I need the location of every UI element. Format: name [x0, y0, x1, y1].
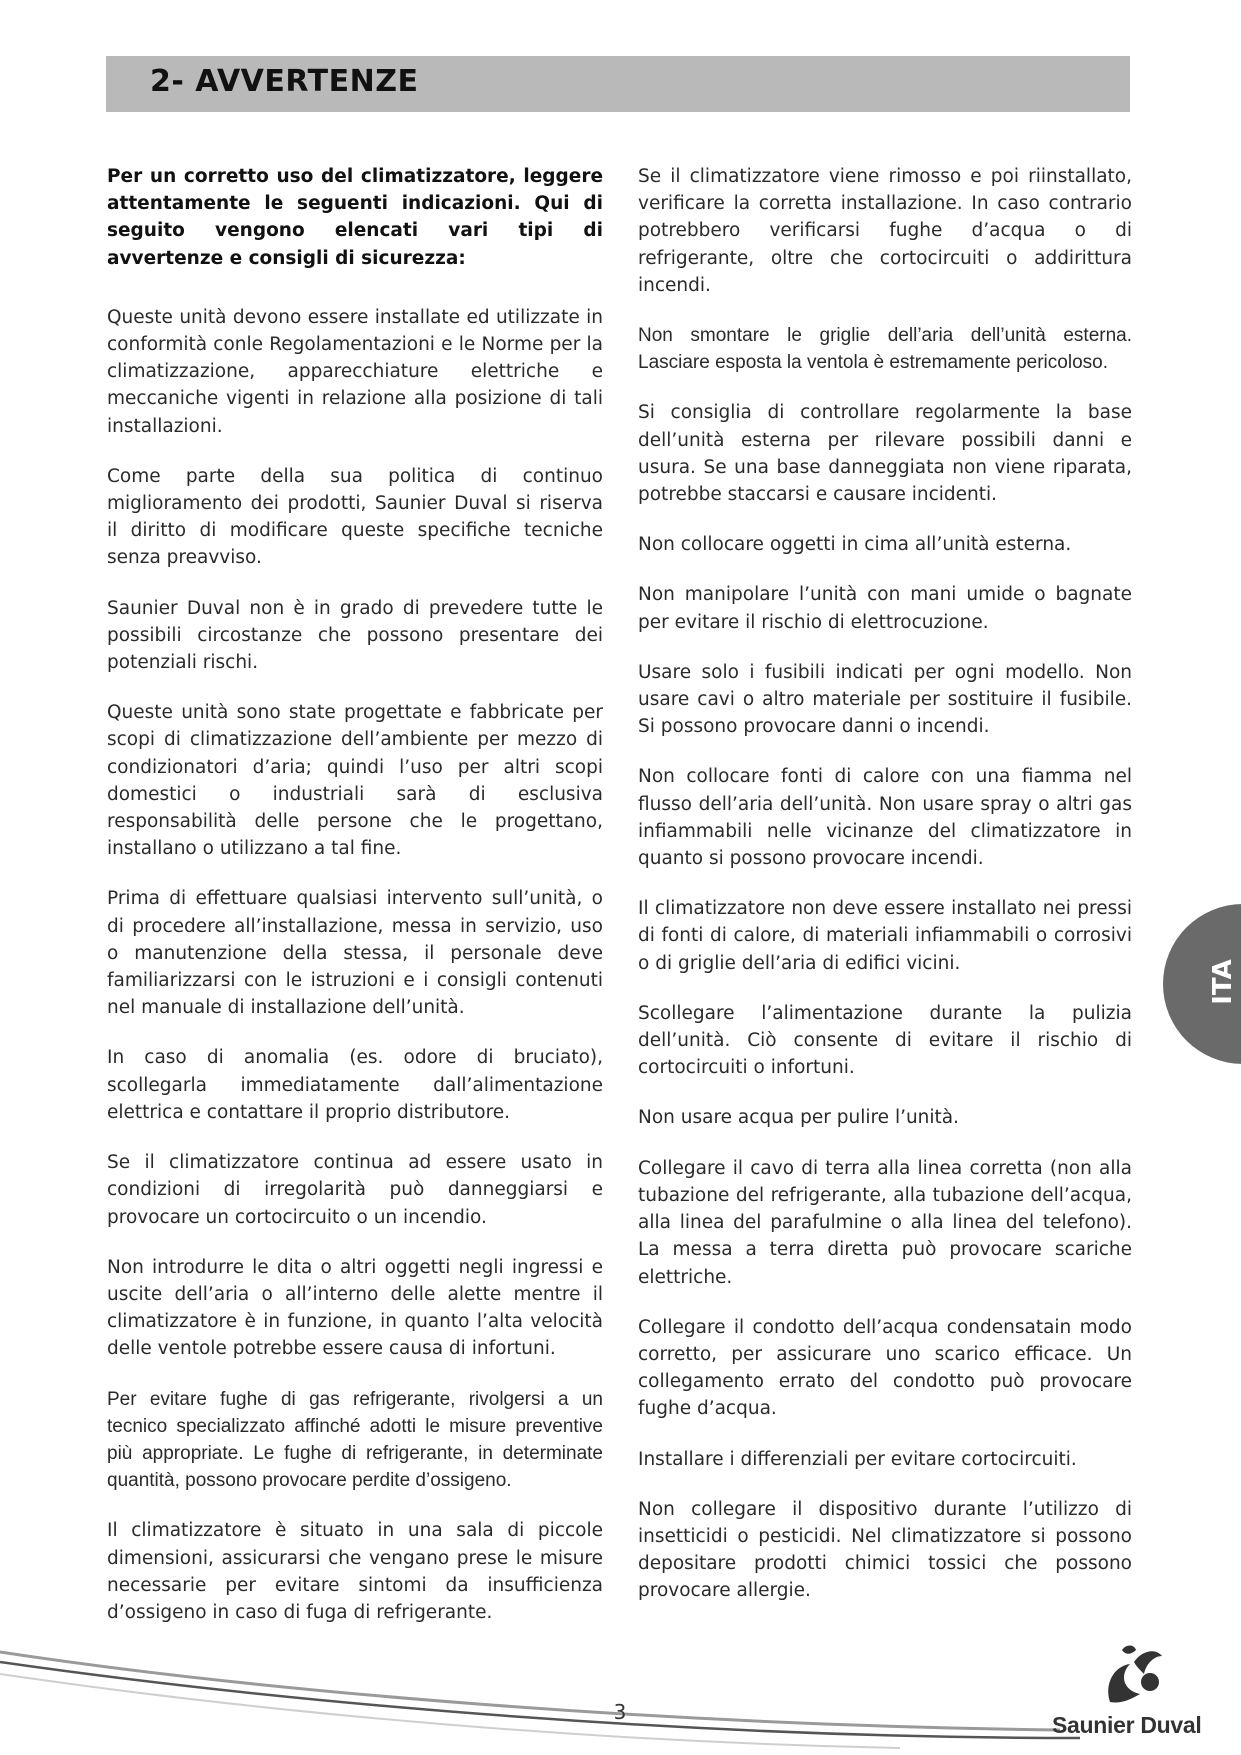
- paragraph: Queste unità sono state progettate e fabbricate per scopi di climatizzazione dell’ambiente per mezzo di condizionatori d’aria; quindi l’uso per altri scopi domestici o industriali sarà di esclusiva responsabilità delle persone che le progettano, installano o utilizzano a tal fine.: [107, 702, 603, 860]
- paragraph: Non collocare oggetti in cima all’unità esterna.: [638, 534, 1072, 556]
- brand-name: Saunier Duval: [1052, 1712, 1202, 1738]
- paragraph: Per evitare fughe di gas refrigerante, rivolgersi a un tecnico specializzato affinché adotti le misure preventive più appropriate. Le fughe di refrigerante, in determinate quantità, possono provocare perdite d’ossigeno.: [107, 1388, 603, 1492]
- paragraph: Se il climatizzatore continua ad essere usato in condizioni di irregolarità può danneggiarsi e provocare un cortocircuito o un incendio.: [107, 1152, 603, 1228]
- intro-paragraph: Per un corretto uso del climatizzatore, leggere attentamente le seguenti indicazioni. Qui di seguito vengono elencati vari tipi di avvertenze e consigli di sicurezza:: [107, 166, 603, 269]
- language-tab-label: ITA: [1208, 959, 1238, 1005]
- paragraph: Come parte della sua politica di continuo miglioramento dei prodotti, Saunier Duval si riserva il diritto di modificare queste specifiche tecniche senza preavviso.: [107, 465, 603, 569]
- paragraph: Scollegare l’alimentazione durante la pulizia dell’unità. Ciò consente di evitare il rischio di cortocircuiti o infortuni.: [638, 1002, 1132, 1079]
- paragraph: Collegare il cavo di terra alla linea corretta (non alla tubazione del refrigerante, alla tubazione dell’acqua, alla linea del parafulmine o alla linea del telefono). La messa a terra diretta può provocare scariche elettriche.: [638, 1157, 1132, 1288]
- section-title: 2- AVVERTENZE: [150, 64, 419, 99]
- paragraph: Non introdurre le dita o altri oggetti negli ingressi e uscite dell’aria o all’interno delle alette mentre il climatizzatore è in funzione, in quanto l’alta velocità delle ventole potrebbe essere causa di infortuni.: [107, 1256, 603, 1360]
- paragraph: Il climatizzatore non deve essere installato nei pressi di fonti di calore, di materiali infiammabili o corrosivi o di griglie dell’aria di edifici vicini.: [638, 898, 1132, 974]
- page-number: 3: [613, 1700, 627, 1724]
- paragraph: Il climatizzatore è situato in una sala di piccole dimensioni, assicurarsi che vengano prese le misure necessarie per evitare sintomi da insufficienza d’ossigeno in caso di fuga di refrigerante.: [107, 1520, 603, 1623]
- paragraph: Installare i differenziali per evitare cortocircuiti.: [638, 1448, 1077, 1470]
- right-column: [638, 163, 1132, 1628]
- paragraph: Se il climatizzatore viene rimosso e poi riinstallato, verificare la corretta installazione. In caso contrario potrebbero verificarsi fughe d’acqua o di refrigerante, oltre che cortocircuiti o addirittura incendi.: [638, 166, 1132, 296]
- paragraph: Non manipolare l’unità con mani umide o bagnate per evitare il rischio di elettrocuzione.: [638, 584, 1132, 633]
- brand-logo-icon: [1100, 1644, 1168, 1708]
- paragraph: Si consiglia di controllare regolarmente la base dell’unità esterna per rilevare possibili danni e usura. Se una base danneggiata non viene riparata, potrebbe staccarsi e causare incidenti.: [638, 402, 1132, 506]
- paragraph: Usare solo i fusibili indicati per ogni modello. Non usare cavi o altro materiale per sostituire il fusibile. Si possono provocare danni o incendi.: [638, 661, 1132, 738]
- left-column: [107, 163, 603, 1649]
- paragraph: In caso di anomalia (es. odore di bruciato), scollegarla immediatamente dall’alimentazione elettrica e contattare il proprio distributore.: [107, 1047, 603, 1123]
- section-header-bar: [106, 56, 1130, 112]
- paragraph: Collegare il condotto dell’acqua condensatain modo corretto, per assicurare uno scarico efficace. Un collegamento errato del condotto può provocare fughe d’acqua.: [638, 1316, 1132, 1420]
- paragraph: Prima di effettuare qualsiasi intervento sull’unità, o di procedere all’installazione, messa in servizio, uso o manutenzione della stessa, il personale deve familiarizzarsi con le istruzioni e i consigli contenuti nel manuale di installazione dell’unità.: [107, 888, 603, 1019]
- paragraph: Non smontare le griglie dell’aria dell’unità esterna. Lasciare esposta la ventola è estremamente pericoloso.: [638, 325, 1132, 374]
- paragraph: Saunier Duval non è in grado di prevedere tutte le possibili circostanze che possono presentare dei potenziali rischi.: [107, 597, 603, 674]
- paragraph: Non usare acqua per pulire l’unità.: [638, 1107, 960, 1129]
- paragraph: Non collegare il dispositivo durante l’utilizzo di insetticidi o pesticidi. Nel climatizzatore si possono depositare prodotti chimici tossici che possono provocare allergie.: [638, 1498, 1132, 1602]
- paragraph: Queste unità devono essere installate ed utilizzate in conformità conle Regolamentazioni e le Norme per la climatizzazione, apparecchiature elettriche e meccaniche vigenti in relazione alla posizione di tali installazioni.: [107, 306, 603, 437]
- paragraph: Non collocare fonti di calore con una fiamma nel flusso dell’aria dell’unità. Non usare spray o altri gas infiammabili nelle vicinanze del climatizzatore in quanto si possono provocare incendi.: [638, 766, 1132, 870]
